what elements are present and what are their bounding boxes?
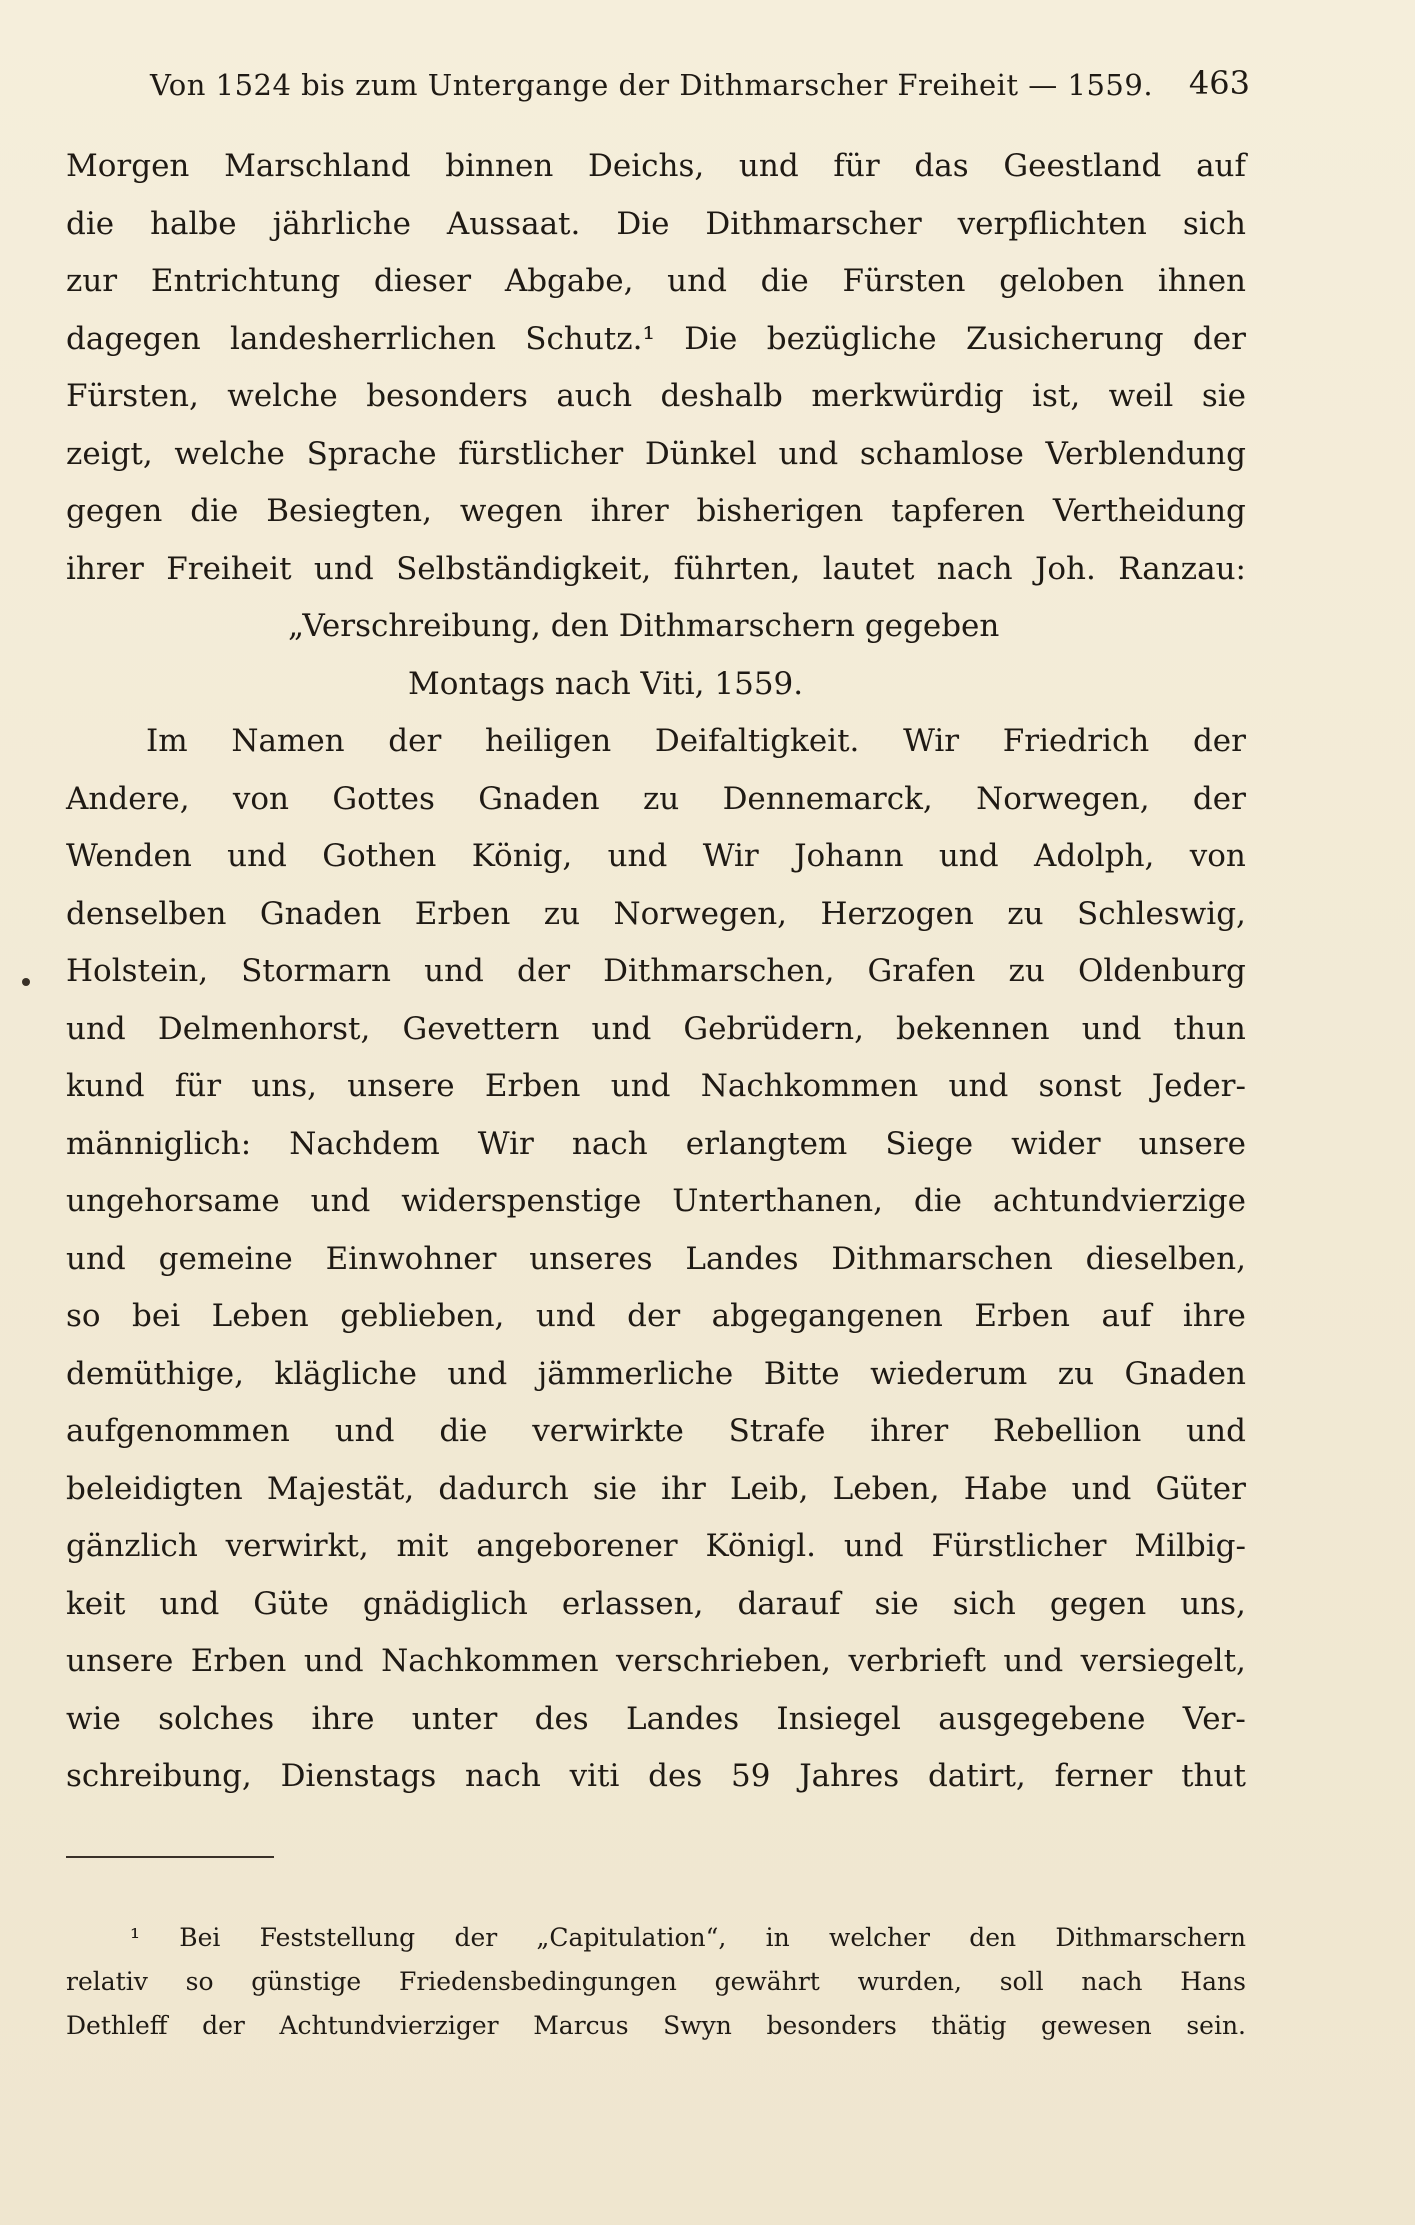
word: thätig xyxy=(931,2011,1007,2040)
word: besonders xyxy=(766,2011,897,2040)
word: und xyxy=(610,1068,671,1104)
word: Schleswig, xyxy=(1077,895,1246,932)
word: Gottes xyxy=(332,780,435,817)
word: Andere, xyxy=(66,780,190,817)
word: Fürsten, xyxy=(66,378,199,414)
word: gewesen xyxy=(1041,2011,1152,2040)
word: Abgabe, xyxy=(504,263,634,299)
word: die xyxy=(439,1413,488,1449)
word: der xyxy=(454,1923,498,1952)
word: gewährt xyxy=(714,1967,820,1996)
word: zu xyxy=(1008,953,1045,989)
word: Dienstags xyxy=(280,1758,437,1794)
word: auch xyxy=(556,378,633,414)
word: verbrieft xyxy=(848,1643,986,1679)
word: Siege xyxy=(885,1125,974,1162)
word: halbe xyxy=(150,205,237,242)
text-line xyxy=(66,1058,1246,1116)
text-line xyxy=(66,1691,1246,1749)
text-line xyxy=(66,1231,1246,1289)
word: und xyxy=(159,1585,220,1622)
word: Wir xyxy=(477,1125,534,1162)
text-line xyxy=(66,1748,1246,1806)
word: von xyxy=(1189,838,1246,874)
word: König, xyxy=(471,838,573,874)
margin-mark xyxy=(22,978,30,986)
word: so xyxy=(66,1298,101,1334)
word: Marschland xyxy=(224,148,411,184)
footnote xyxy=(66,1916,1246,2048)
word: verwirkte xyxy=(532,1413,684,1449)
word: Achtundvierziger xyxy=(279,2011,499,2040)
word: Friedensbedingungen xyxy=(398,1967,677,1996)
word: Ranzau: xyxy=(1118,550,1246,587)
word: Leben xyxy=(211,1298,309,1334)
word: klägliche xyxy=(274,1355,417,1392)
word: sie xyxy=(592,1470,637,1507)
word: Wenden xyxy=(66,838,192,874)
word: relativ xyxy=(66,1967,148,1996)
word: schreibung, xyxy=(66,1758,252,1794)
word: wegen xyxy=(459,493,563,529)
word: Güte xyxy=(253,1585,329,1622)
word: viti xyxy=(569,1758,620,1794)
word: Erben xyxy=(190,1643,287,1679)
word: Fürsten xyxy=(842,263,966,299)
word: Erben xyxy=(484,1068,581,1104)
word: Milbig- xyxy=(1134,1528,1246,1564)
text-line xyxy=(66,1346,1246,1404)
word: 59 xyxy=(731,1758,771,1794)
word: ihrer xyxy=(66,550,144,587)
word: „Capitulation“, xyxy=(536,1923,727,1952)
word: fürstlicher xyxy=(458,435,624,472)
word: Grafen xyxy=(867,953,976,989)
text-line xyxy=(66,828,1246,886)
word: Besiegten, xyxy=(266,493,432,529)
word: und xyxy=(334,1413,395,1449)
word: tapferen xyxy=(891,493,1026,529)
word: mit xyxy=(396,1528,449,1564)
word: auf xyxy=(1196,148,1246,184)
word: zu xyxy=(642,780,680,817)
word: kund xyxy=(66,1068,145,1104)
text-line xyxy=(66,943,1246,1001)
word: achtundvierzige xyxy=(992,1183,1246,1219)
word: merkwürdig xyxy=(811,378,1004,414)
word: ihre xyxy=(1182,1298,1246,1334)
word: die xyxy=(760,263,809,299)
text-line xyxy=(66,886,1246,944)
word: landesherrlichen xyxy=(230,320,496,357)
word: Die xyxy=(684,320,738,357)
word: Nachdem xyxy=(289,1125,440,1162)
word: nach xyxy=(571,1125,648,1162)
word: Rebellion xyxy=(993,1413,1142,1449)
word: und xyxy=(535,1298,596,1334)
word: bekennen xyxy=(896,1010,1050,1047)
word: binnen xyxy=(445,148,554,184)
word: uns, xyxy=(251,1068,318,1104)
word: der xyxy=(1192,723,1246,759)
word: Vertheidung xyxy=(1052,493,1246,529)
word: der xyxy=(202,2011,245,2040)
word: welche xyxy=(227,378,338,414)
word: unseres xyxy=(529,1240,653,1277)
word: von xyxy=(232,780,290,817)
word: Jahres xyxy=(799,1758,900,1794)
text-line xyxy=(66,713,1246,771)
footnote-line xyxy=(66,1960,1246,2004)
word: Bitte xyxy=(763,1355,840,1392)
word: Fürstlicher xyxy=(931,1528,1107,1564)
word: und xyxy=(778,435,839,472)
running-header xyxy=(150,56,1250,102)
word: und xyxy=(66,1010,126,1047)
word: Dithmarschen, xyxy=(603,953,835,989)
word: Marcus xyxy=(533,2011,629,2040)
word: nach xyxy=(465,1758,541,1794)
word: thun xyxy=(1173,1010,1246,1047)
word: den xyxy=(969,1923,1017,1952)
word: verschrieben, xyxy=(615,1643,831,1679)
word: und xyxy=(591,1010,652,1047)
word: dadurch xyxy=(438,1470,569,1507)
word: besonders xyxy=(366,378,528,414)
text-line xyxy=(66,253,1246,311)
quote-date-line: Montags nach Viti, 1559. xyxy=(408,665,804,702)
word: Im xyxy=(146,723,188,759)
word: Johann xyxy=(794,838,904,874)
word: Selbständigkeit, xyxy=(396,550,652,587)
word: datirt, xyxy=(927,1758,1026,1794)
word: unter xyxy=(411,1700,498,1737)
word: Ver- xyxy=(1182,1700,1246,1737)
word: Norwegen, xyxy=(613,895,788,932)
word: und xyxy=(1186,1413,1246,1449)
word: Gothen xyxy=(322,838,437,874)
word: Joh. xyxy=(1034,550,1096,587)
word: Herzogen xyxy=(820,895,974,932)
word: und xyxy=(303,1643,364,1679)
word: aufgenommen xyxy=(66,1413,290,1449)
word: Freiheit xyxy=(166,550,292,587)
word: wurden, xyxy=(857,1967,962,1996)
word: so xyxy=(185,1967,214,1996)
word: Unterthanen, xyxy=(672,1183,883,1219)
word: lautet xyxy=(822,550,915,587)
word: beleidigten xyxy=(66,1470,243,1507)
word: Erben xyxy=(414,895,511,932)
word: gegen xyxy=(66,493,163,529)
word: sonst xyxy=(1038,1068,1122,1104)
word: soll xyxy=(999,1967,1044,1996)
word: Strafe xyxy=(728,1413,826,1449)
word: Holstein, xyxy=(66,953,209,989)
word: in xyxy=(765,1923,790,1952)
word: nach xyxy=(936,550,1013,587)
word: ¹ xyxy=(130,1923,141,1952)
word: und xyxy=(948,1068,1009,1104)
word: und xyxy=(1003,1643,1064,1679)
word: der xyxy=(388,723,442,759)
text-line xyxy=(66,311,1246,369)
word: ihr xyxy=(661,1470,706,1507)
word: und xyxy=(447,1355,508,1392)
word: bezügliche xyxy=(766,320,937,357)
word: wider xyxy=(1011,1125,1101,1162)
word: Nachkommen xyxy=(381,1643,599,1679)
word: und xyxy=(66,1240,126,1277)
word: Gevettern xyxy=(402,1010,560,1047)
word: Dünkel xyxy=(644,435,757,472)
word: Entrichtung xyxy=(150,263,341,299)
text-line xyxy=(66,1116,1246,1174)
word: unsere xyxy=(1138,1125,1246,1162)
word: Jeder- xyxy=(1151,1068,1246,1104)
word: ungehorsame xyxy=(66,1183,280,1219)
word: und xyxy=(738,148,799,184)
word: Deichs, xyxy=(588,148,705,184)
word: sein. xyxy=(1186,2011,1246,2040)
word: Oldenburg xyxy=(1077,953,1246,989)
word: die xyxy=(913,1183,962,1219)
word: der xyxy=(517,953,571,989)
word: Nachkommen xyxy=(700,1068,919,1104)
word: abgegangenen xyxy=(711,1298,943,1334)
word: für xyxy=(833,148,880,184)
word: Wir xyxy=(903,723,960,759)
word: Landes xyxy=(685,1240,799,1277)
word: Leben, xyxy=(832,1470,940,1507)
word: zu xyxy=(543,895,581,932)
word: und xyxy=(667,263,727,299)
word: darauf xyxy=(737,1585,841,1622)
word: Dithmarschen xyxy=(831,1240,1053,1277)
word: verwirkt, xyxy=(225,1528,369,1564)
word: versiegelt, xyxy=(1080,1643,1246,1679)
word: Verblendung xyxy=(1045,435,1246,472)
word: des xyxy=(648,1758,703,1794)
text-line xyxy=(66,1576,1246,1634)
word: zu xyxy=(1007,895,1044,932)
word: auf xyxy=(1101,1298,1152,1334)
word: gemeine xyxy=(158,1240,293,1277)
word: und xyxy=(607,838,668,874)
running-title: Von 1524 bis zum Untergange der Dithmarscher Freiheit — 1559. xyxy=(150,68,1154,102)
text-line xyxy=(66,368,1246,426)
word: Swyn xyxy=(663,2011,732,2040)
word: ist, xyxy=(1032,378,1081,414)
word: Dithmarschern xyxy=(1055,1923,1246,1952)
word: Bei xyxy=(179,1923,221,1952)
main-text xyxy=(66,138,1246,1806)
word: der xyxy=(627,1298,681,1334)
word: unsere xyxy=(66,1643,174,1679)
text-line xyxy=(66,426,1246,484)
word: Feststellung xyxy=(259,1923,416,1952)
word: Delmenhorst, xyxy=(157,1010,371,1047)
text-line xyxy=(66,1518,1246,1576)
word: die xyxy=(66,205,115,242)
word: angeborener xyxy=(476,1528,678,1564)
word: heiligen xyxy=(484,723,612,759)
word: bei xyxy=(132,1298,181,1334)
word: Einwohner xyxy=(325,1240,497,1277)
word: Hans xyxy=(1180,1967,1246,1996)
word: Landes xyxy=(626,1700,740,1737)
footnote-line xyxy=(66,2004,1246,2048)
word: Morgen xyxy=(66,148,190,184)
word: welcher xyxy=(828,1923,931,1952)
word: Güter xyxy=(1155,1470,1246,1507)
word: männiglich: xyxy=(66,1125,252,1162)
word: wiederum xyxy=(870,1355,1028,1392)
word: des xyxy=(534,1700,589,1737)
word: Majestät, xyxy=(266,1470,415,1507)
word: Stormarn xyxy=(241,953,392,989)
word: gegen xyxy=(1049,1585,1147,1622)
word: jährliche xyxy=(272,205,411,242)
word: Gnaden xyxy=(478,780,600,817)
word: Gnaden xyxy=(259,895,382,932)
word: Schutz.¹ xyxy=(525,320,655,357)
word: Adolph, xyxy=(1033,838,1155,874)
word: der xyxy=(1192,320,1246,357)
word: zur xyxy=(66,263,118,299)
word: zu xyxy=(1057,1355,1095,1392)
footnote-line xyxy=(66,1916,1246,1960)
word: sich xyxy=(1182,205,1246,242)
word: Gebrüdern, xyxy=(683,1010,864,1047)
text-line xyxy=(66,1173,1246,1231)
word: denselben xyxy=(66,895,227,932)
word: ferner xyxy=(1054,1758,1153,1794)
quote-heading-line: „Verschreibung, den Dithmarschern gegeben xyxy=(288,608,1000,644)
word: Zusicherung xyxy=(965,320,1164,357)
word: ausgegebene xyxy=(938,1700,1146,1737)
word: geloben xyxy=(999,263,1125,299)
word: Deifaltigkeit. xyxy=(654,723,860,759)
word: dieselben, xyxy=(1085,1240,1246,1277)
word: ihre xyxy=(311,1700,375,1737)
word: Aussaat. xyxy=(446,205,581,242)
word: uns, xyxy=(1180,1585,1246,1622)
word: die xyxy=(190,493,239,529)
word: sich xyxy=(952,1585,1016,1622)
page-number: 463 xyxy=(1188,64,1250,102)
word: Erben xyxy=(974,1298,1070,1334)
word: der xyxy=(1192,780,1246,817)
word: verpflichten xyxy=(957,205,1147,242)
word: Namen xyxy=(231,723,345,759)
word: führten, xyxy=(673,550,801,587)
word: Dithmarscher xyxy=(705,205,922,242)
word: und xyxy=(227,838,287,874)
word: solches xyxy=(158,1700,275,1737)
word: Die xyxy=(616,205,670,242)
word: erlangtem xyxy=(685,1125,848,1162)
word: Dethleff xyxy=(66,2011,168,2040)
text-line xyxy=(66,1633,1246,1691)
word: und xyxy=(424,953,484,989)
word: Insiegel xyxy=(776,1700,901,1737)
word: sie xyxy=(1201,378,1246,414)
word: günstige xyxy=(251,1967,362,1996)
word: nach xyxy=(1081,1967,1143,1996)
word: gnädiglich xyxy=(362,1585,528,1622)
word: wie xyxy=(66,1700,121,1737)
word: ihnen xyxy=(1157,263,1246,299)
text-line xyxy=(66,1461,1246,1519)
word: unsere xyxy=(347,1068,455,1104)
word: demüthige, xyxy=(66,1355,244,1392)
word: für xyxy=(174,1068,222,1104)
word: welche xyxy=(174,435,285,472)
word: erlassen, xyxy=(561,1585,704,1622)
text-line xyxy=(66,138,1246,196)
word: Sprache xyxy=(306,435,437,472)
word: und xyxy=(313,550,374,587)
word: zeigt, xyxy=(66,435,153,472)
word: widerspenstige xyxy=(401,1183,642,1219)
word: geblieben, xyxy=(340,1298,505,1334)
word: Königl. xyxy=(705,1528,816,1564)
word: dagegen xyxy=(66,320,201,357)
word: Leib, xyxy=(729,1470,809,1507)
word: ihrer xyxy=(870,1413,949,1449)
word: Gnaden xyxy=(1124,1355,1246,1392)
word: und xyxy=(1071,1470,1132,1507)
word: deshalb xyxy=(660,378,783,414)
word: Norwegen, xyxy=(976,780,1150,817)
word: weil xyxy=(1108,378,1174,414)
text-line xyxy=(66,1001,1246,1059)
word: Friedrich xyxy=(1002,723,1150,759)
word: und xyxy=(843,1528,904,1564)
word: Geestland xyxy=(1003,148,1162,184)
text-line xyxy=(66,1288,1246,1346)
word: Habe xyxy=(963,1470,1048,1507)
text-line xyxy=(66,1403,1246,1461)
word: dieser xyxy=(373,263,472,299)
word: bisherigen xyxy=(696,493,864,529)
word: Wir xyxy=(702,838,759,874)
word: das xyxy=(914,148,969,184)
text-line xyxy=(66,483,1246,541)
word: und xyxy=(310,1183,371,1219)
text-line xyxy=(66,771,1246,829)
footnote-divider xyxy=(66,1856,274,1858)
word: gänzlich xyxy=(66,1528,198,1564)
text-line xyxy=(66,541,1246,599)
word: und xyxy=(938,838,999,874)
word: schamlose xyxy=(859,435,1024,472)
word: keit xyxy=(66,1585,126,1622)
word: ihrer xyxy=(590,493,669,529)
word: sie xyxy=(874,1585,919,1622)
word: und xyxy=(1081,1010,1142,1047)
text-line xyxy=(66,196,1246,254)
word: Dennemarck, xyxy=(722,780,933,817)
word: jämmerliche xyxy=(537,1355,734,1392)
word: thut xyxy=(1181,1758,1246,1794)
